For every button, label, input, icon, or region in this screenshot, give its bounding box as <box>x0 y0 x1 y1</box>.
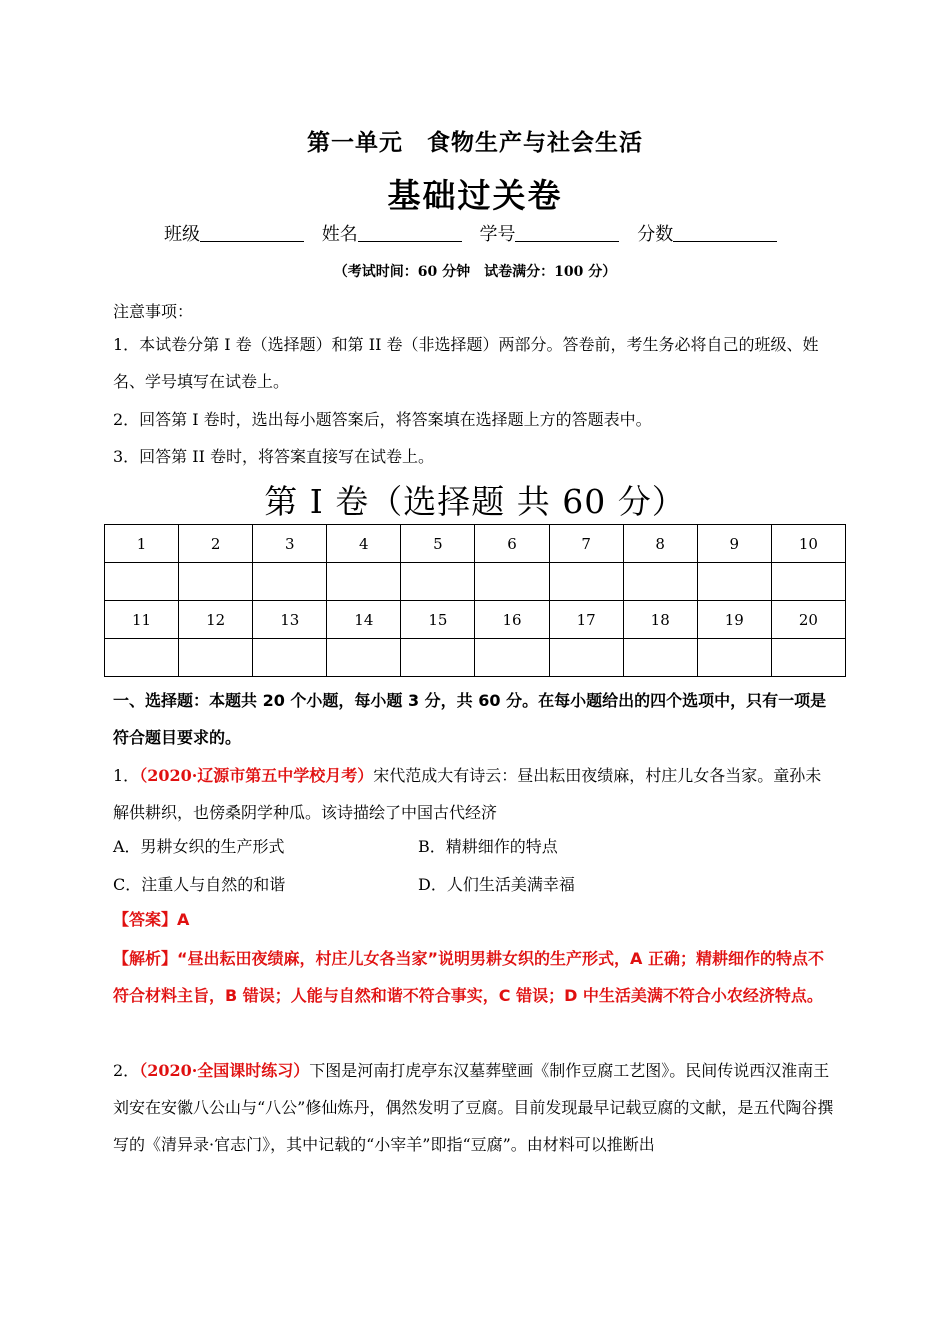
question-source: （2020·全国课时练习） <box>139 1061 310 1080</box>
score-blank <box>673 221 777 242</box>
table-cell: 10 <box>771 525 845 563</box>
answer-cell[interactable] <box>475 563 549 601</box>
answer-table-header-row-2 <box>105 601 846 639</box>
option-b: B．精耕细作的特点 <box>418 837 558 856</box>
answer-cell[interactable] <box>697 563 771 601</box>
name-blank <box>358 221 462 242</box>
table-cell: 1 <box>105 525 179 563</box>
question-1-answer: 【答案】A <box>113 910 190 929</box>
table-cell: 19 <box>697 601 771 639</box>
answer-cell[interactable] <box>549 639 623 677</box>
table-cell: 2 <box>179 525 253 563</box>
name-label: 姓名 <box>321 224 358 245</box>
exam-time: （考试时间：60 分钟 试卷满分：100 分） <box>333 264 617 280</box>
question-1-analysis: 【解析】“昼出耘田夜绩麻，村庄儿女各当家”说明男耕女织的生产形式，A 正确；精耕细作的特点不符合材料主旨，B 错误；人能与自然和谐不符合事实，C 错误；D 中生活美满不符合小农经济特点。 <box>113 949 824 1005</box>
answer-cell[interactable] <box>179 639 253 677</box>
unit-title: 第一单元 食物生产与社会生活 <box>307 130 643 156</box>
answer-cell[interactable] <box>475 639 549 677</box>
table-cell: 8 <box>623 525 697 563</box>
table-cell: 11 <box>105 601 179 639</box>
answer-cell[interactable] <box>105 563 179 601</box>
table-cell: 16 <box>475 601 549 639</box>
table-cell: 7 <box>549 525 623 563</box>
answer-cell[interactable] <box>697 639 771 677</box>
page-title: 基础过关卷 <box>387 176 563 215</box>
question-1-stem <box>113 757 837 831</box>
table-cell: 20 <box>771 601 845 639</box>
question-text: 下图是河南打虎亭东汉墓葬壁画《制作豆腐工艺图》。民间传说西汉淮南王刘安在安徽八公山与“八公”修仙炼丹，偶然发明了豆腐。目前发现最早记载豆腐的文献，是五代陶谷撰写的《清异录·官志门》，其中记载的“小宰羊”即指“豆腐”。由材料可以推断出 <box>113 1061 834 1154</box>
answer-cell[interactable] <box>771 639 845 677</box>
question-source: （2020·辽源市第五中学校月考） <box>139 766 374 785</box>
table-cell: 15 <box>401 601 475 639</box>
question-number: 1． <box>113 766 140 785</box>
note-item-1: 1．本试卷分第 I 卷（选择题）和第 II 卷（非选择题）两部分。答卷前，考生务必将自己的班级、姓名、学号填写在试卷上。 <box>113 335 819 391</box>
table-cell: 5 <box>401 525 475 563</box>
answer-cell[interactable] <box>179 563 253 601</box>
table-cell: 12 <box>179 601 253 639</box>
question-2-stem <box>113 1052 837 1163</box>
answer-cell[interactable] <box>623 639 697 677</box>
answer-table-input-row-2 <box>105 639 846 677</box>
section-title: 第 I 卷（选择题 共 60 分） <box>264 482 686 521</box>
score-label: 分数 <box>637 224 674 245</box>
choice-section-intro: 一、选择题：本题共 20 个小题，每小题 3 分，共 60 分。在每小题给出的四个选项中，只有一项是符合题目要求的。 <box>113 691 827 747</box>
answer-cell[interactable] <box>549 563 623 601</box>
table-cell: 3 <box>253 525 327 563</box>
table-cell: 18 <box>623 601 697 639</box>
question-number: 2． <box>113 1061 140 1080</box>
answer-cell[interactable] <box>253 639 327 677</box>
answer-cell[interactable] <box>327 563 401 601</box>
student-info-line <box>164 220 804 246</box>
answer-table-input-row-1 <box>105 563 846 601</box>
answer-cell[interactable] <box>401 639 475 677</box>
class-label: 班级 <box>164 224 200 245</box>
table-cell: 6 <box>475 525 549 563</box>
answer-table <box>104 524 846 677</box>
answer-cell[interactable] <box>253 563 327 601</box>
class-blank <box>200 221 304 242</box>
notes-title: 注意事项： <box>113 302 194 321</box>
note-item-3: 3．回答第 II 卷时，将答案直接写在试卷上。 <box>113 447 434 466</box>
answer-cell[interactable] <box>401 563 475 601</box>
option-a: A．男耕女织的生产形式 <box>113 837 285 856</box>
table-cell: 13 <box>253 601 327 639</box>
option-c: C．注重人与自然的和谐 <box>113 875 286 894</box>
answer-cell[interactable] <box>105 639 179 677</box>
table-cell: 4 <box>327 525 401 563</box>
table-cell: 9 <box>697 525 771 563</box>
answer-cell[interactable] <box>771 563 845 601</box>
student-id-blank <box>515 221 619 242</box>
note-item-2: 2．回答第 I 卷时，选出每小题答案后，将答案填在选择题上方的答题表中。 <box>113 410 652 429</box>
answer-cell[interactable] <box>327 639 401 677</box>
question-text: 宋代范成大有诗云：昼出耘田夜绩麻，村庄儿女各当家。童孙未解供耕织，也傍桑阴学种瓜。该诗描绘了中国古代经济 <box>113 766 822 822</box>
answer-cell[interactable] <box>623 563 697 601</box>
answer-table-header-row-1 <box>105 525 846 563</box>
table-cell: 14 <box>327 601 401 639</box>
option-d: D．人们生活美满幸福 <box>418 875 575 894</box>
table-cell: 17 <box>549 601 623 639</box>
student-id-label: 学号 <box>479 224 516 245</box>
